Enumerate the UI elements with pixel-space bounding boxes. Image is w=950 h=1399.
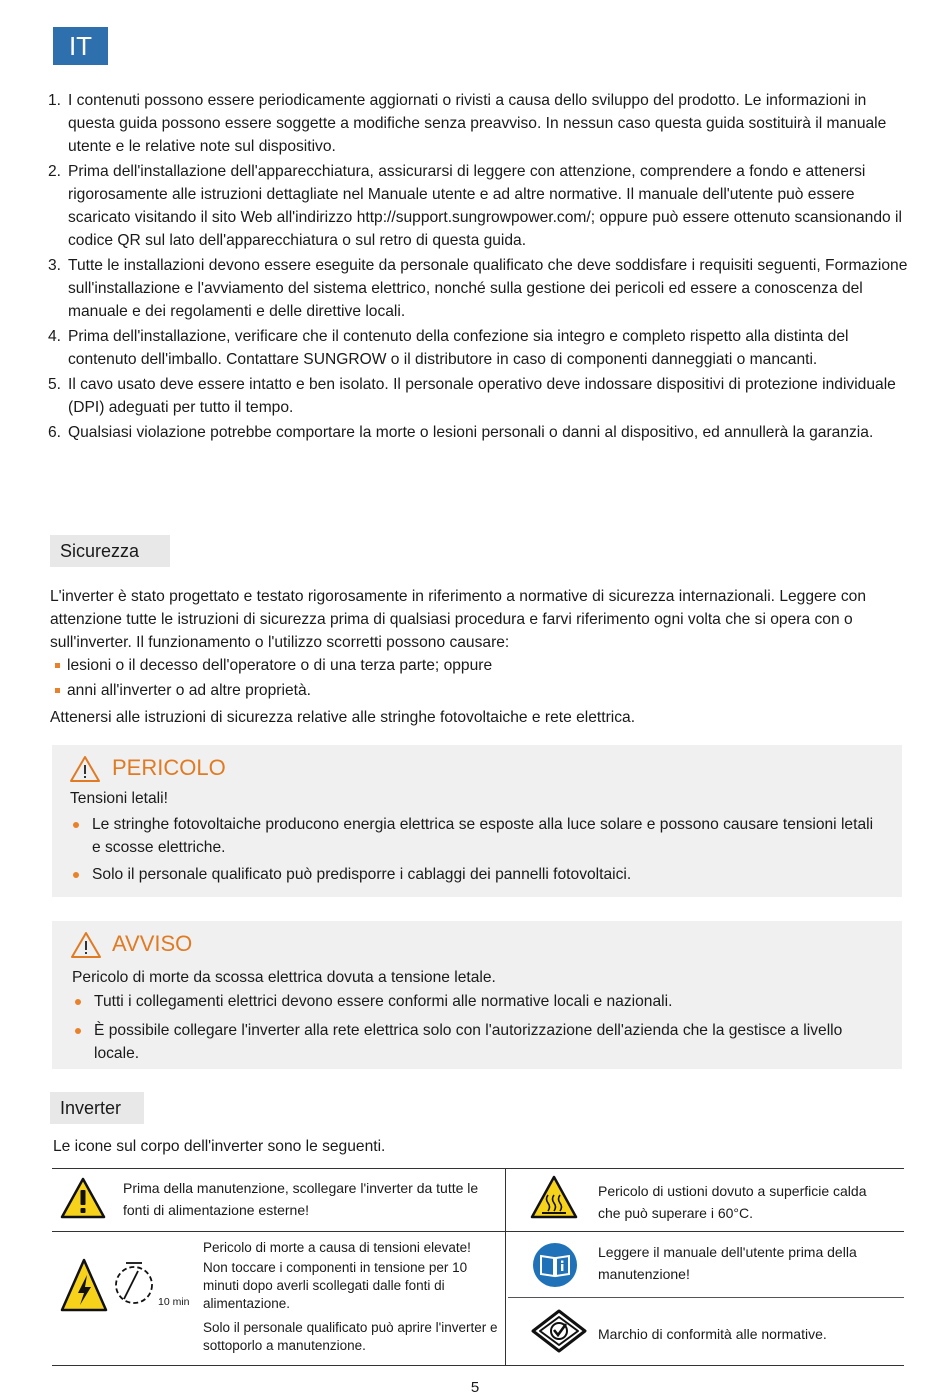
high-voltage-text-1: Pericolo di morte a causa di tensioni elevate! — [203, 1240, 471, 1255]
warning-list — [72, 990, 882, 1069]
dot-bullet-icon — [73, 872, 79, 878]
list-item — [48, 89, 908, 158]
read-manual-icon — [532, 1242, 578, 1288]
dot-bullet-icon — [73, 822, 79, 828]
item-text: Tutti i collegamenti elettrici devono essere conformi alle normative locali e nazionali. — [94, 993, 673, 1010]
item-text: Qualsiasi violazione potrebbe comportare la morte o lesioni personali o danni al dispositivo, ed annullerà la garanzia. — [68, 424, 874, 441]
item-text: Solo il personale qualificato può predisporre i cablaggi dei pannelli fotovoltaici. — [92, 866, 632, 883]
danger-list — [70, 813, 880, 890]
timer-icon — [112, 1255, 158, 1311]
item-number: 1. — [48, 92, 62, 109]
table-divider — [505, 1168, 506, 1366]
language-badge: IT — [53, 27, 108, 65]
warning-box — [52, 921, 902, 1069]
item-text: Tutte le installazioni devono essere eseguite da personale qualificato che deve soddisfare i requisiti seguenti, Formazione sull'installazione e l'avviamento del sistema elettrico, nonché sulla gestione dei pericoli ed essere a conoscenza del manuale e dei regolamenti e delle direttive locali. — [68, 257, 908, 320]
intro-list — [48, 89, 908, 446]
dot-bullet-icon — [75, 999, 81, 1005]
safety-heading: Sicurezza — [50, 535, 170, 567]
item-text: I contenuti possono essere periodicamente aggiornati o rivisti a causa dello sviluppo del prodotto. Le informazioni in questa guida possono essere soggette a modifiche senza preavviso. In nessun caso questa guida sostituirà il manuale utente e le relative note sul dispositivo. — [68, 92, 887, 155]
hot-surface-icon — [530, 1175, 578, 1219]
conformity-text: Marchio di conformità alle normative. — [598, 1326, 827, 1342]
general-warning-icon — [60, 1177, 106, 1219]
item-number: 3. — [48, 257, 62, 274]
item-text: Le stringhe fotovoltaiche producono energia elettrica se esposte alla luce solare e possono causare tensioni letali e scosse elettriche. — [92, 816, 874, 856]
disconnect-text: Prima della manutenzione, scollegare l'inverter da tutte le fonti di alimentazione esterne! — [123, 1180, 479, 1218]
item-text: Prima dell'installazione, verificare che il contenuto della confezione sia integro e completo rispetto alla distinta del contenuto dell'imballo. Contattare SUNGROW o il distributore in caso di componenti danneggiati o mancanti. — [68, 328, 849, 368]
warning-subtitle: Pericolo di morte da scossa elettrica dovuta a tensione letale. — [72, 969, 496, 986]
warning-title: AVVISO — [112, 931, 193, 956]
table-rule — [508, 1297, 904, 1298]
list-item — [72, 1019, 882, 1065]
item-number: 2. — [48, 163, 62, 180]
item-text: Prima dell'installazione dell'apparecchiatura, assicurarsi di leggere con attenzione, comprendere a fondo e attenersi rigorosamente alle istruzioni dettagliate nel Manuale utente e ad altre normative. Il manuale dell'utente può essere scaricato visitando il sito Web all'indirizzo http://support.sungrowpower.com/; oppure può essere ottenuto scansionando il codice QR sul lato dell'apparecchiatura o sul retro di questa guida. — [68, 163, 902, 249]
list-item — [50, 679, 910, 704]
list-item — [70, 863, 880, 886]
item-number: 5. — [48, 376, 62, 393]
item-number: 6. — [48, 424, 62, 441]
danger-box — [52, 745, 902, 897]
high-voltage-text-3: Solo il personale qualificato può aprire l'inverter e sottoporlo a manutenzione. — [203, 1320, 498, 1353]
list-item — [48, 325, 908, 371]
list-item — [48, 421, 908, 444]
icon-table — [52, 1168, 904, 1366]
item-text: lesioni o il decesso dell'operatore o di una terza parte; oppure — [67, 657, 493, 674]
dot-bullet-icon — [75, 1028, 81, 1034]
list-item — [72, 990, 882, 1013]
item-number: 4. — [48, 328, 62, 345]
table-rule — [52, 1231, 904, 1232]
rcm-conformity-icon — [530, 1308, 588, 1354]
inverter-intro: Le icone sul corpo dell'inverter sono le seguenti. — [53, 1138, 386, 1155]
list-item — [48, 254, 908, 323]
table-rule — [52, 1168, 904, 1169]
warning-triangle-icon — [69, 755, 101, 783]
safety-closing: Attenersi alle istruzioni di sicurezza relative alle stringhe fotovoltaiche e rete elettrica. — [50, 709, 636, 726]
high-voltage-text-2: Non toccare i componenti in tensione per 10 minuti dopo averli scollegati dalle fonti di alimentazione. — [203, 1260, 468, 1311]
square-bullet-icon — [55, 663, 60, 668]
list-item — [48, 160, 908, 252]
danger-subtitle: Tensioni letali! — [70, 790, 168, 807]
inverter-heading: Inverter — [50, 1092, 144, 1124]
page-number: 5 — [470, 1379, 480, 1396]
list-item — [50, 654, 910, 679]
square-bullet-icon — [55, 688, 60, 693]
item-text: È possibile collegare l'inverter alla rete elettrica solo con l'autorizzazione dell'azienda che la gestisce a livello locale. — [94, 1022, 843, 1062]
item-text: Il cavo usato deve essere intatto e ben isolato. Il personale operativo deve indossare dispositivi di protezione individuale (DPI) adeguati per tutto il tempo. — [68, 376, 896, 416]
item-text: anni all'inverter o ad altre proprietà. — [67, 682, 311, 699]
list-item — [70, 813, 880, 859]
high-voltage-icon — [60, 1257, 108, 1313]
hot-surface-text: Pericolo di ustioni dovuto a superficie calda che può superare i 60°C. — [598, 1183, 867, 1221]
danger-title: PERICOLO — [112, 755, 226, 780]
list-item — [48, 373, 908, 419]
read-manual-text: Leggere il manuale dell'utente prima della manutenzione! — [598, 1244, 857, 1282]
timer-label: 10 min — [158, 1296, 190, 1308]
warning-triangle-icon — [70, 931, 102, 959]
safety-paragraph: L'inverter è stato progettato e testato rigorosamente in riferimento a normative di sicurezza internazionali. Leggere con attenzione tutte le istruzioni di sicurezza prima di qualsiasi procedura e farvi riferimento ogni volta che si opera con o sull'inverter. Il funzionamento o l'utilizzo scorretti possono causare: — [50, 588, 867, 651]
safety-list — [50, 654, 910, 704]
table-rule — [52, 1365, 904, 1366]
